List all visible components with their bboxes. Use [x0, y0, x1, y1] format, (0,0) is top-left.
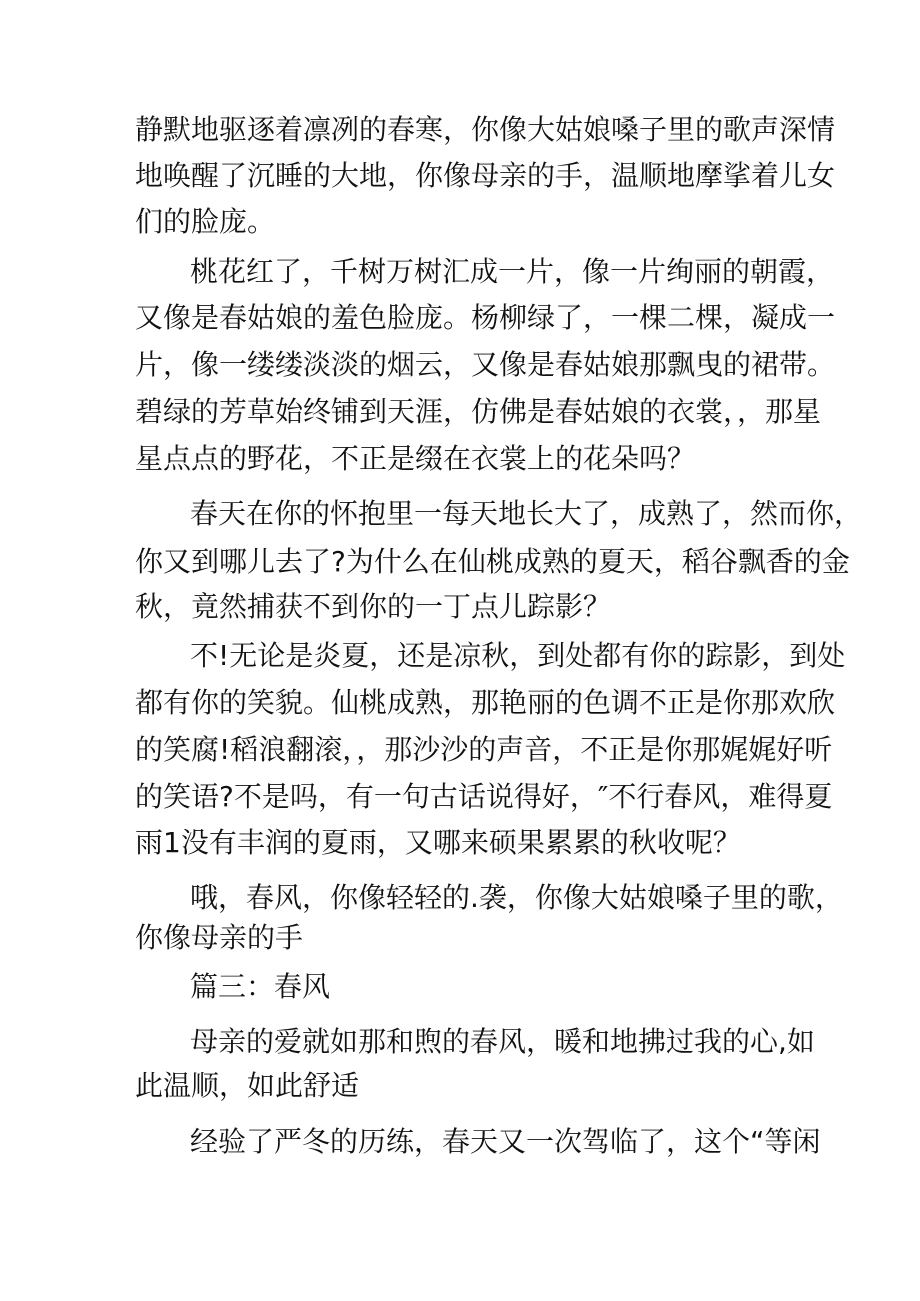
text-line: 们的脸庞。 [135, 205, 276, 238]
text-line: 哦，春风，你像轻轻的.袭，你像大姑娘嗓子里的歌， [190, 881, 843, 914]
text-line: 片，像一缕缕淡淡的烟云，又像是春姑娘那飘曳的裙带。 [135, 348, 836, 381]
text-line: 此温顺，如此舒适 [135, 1069, 360, 1102]
text-line: 经验了严冬的历练，春天又一次驾临了，这个“等闲 [190, 1125, 821, 1158]
text-line: 碧绿的芳草始终铺到天涯，仿佛是春姑娘的衣裳，，那星 [135, 395, 822, 428]
text-line: 都有你的笑貌。仙桃成熟，那艳丽的色调不正是你那欢欣 [135, 686, 836, 719]
text-line: 星点点的野花，不正是缀在衣裳上的花朵吗？ [135, 442, 696, 475]
text-line: 又像是春姑娘的羞色脸庞。杨柳绿了，一棵二棵，凝成一 [135, 301, 836, 334]
text-line: 不!无论是炎夏，还是凉秋，到处都有你的踪影，到处 [190, 639, 846, 672]
section-heading: 篇三：春风 [190, 970, 331, 1003]
text-line: 你又到哪儿去了?为什么在仙桃成熟的夏天，稻谷飘香的金 [135, 545, 850, 578]
text-line: 春天在你的怀抱里一每天地长大了，成熟了，然而你， [190, 497, 863, 530]
text-line: 的笑语?不是吗，有一句古话说得好，″不行春风，难得夏 [135, 780, 833, 813]
text-line: 雨1没有丰润的夏雨，又哪来硕果累累的秋收呢？ [135, 826, 741, 859]
text-line: 桃花红了，千树万树汇成一片，像一片绚丽的朝霞， [190, 255, 835, 288]
text-line: 地唤醒了沉睡的大地，你像母亲的手，温顺地摩挲着儿女 [135, 159, 836, 192]
text-line: 的笑腐!稻浪翻滚，，那沙沙的声音，不正是你那娓娓好听 [135, 733, 833, 766]
text-line: 秋，竟然捕获不到你的一丁点儿踪影？ [135, 590, 612, 623]
text-line: 母亲的爱就如那和煦的春风，暖和地拂过我的心,如 [190, 1025, 815, 1058]
text-line: 静默地驱逐着凛冽的春寒，你像大姑娘嗓子里的歌声深情 [135, 113, 836, 146]
text-line: 你像母亲的手 [135, 921, 304, 954]
